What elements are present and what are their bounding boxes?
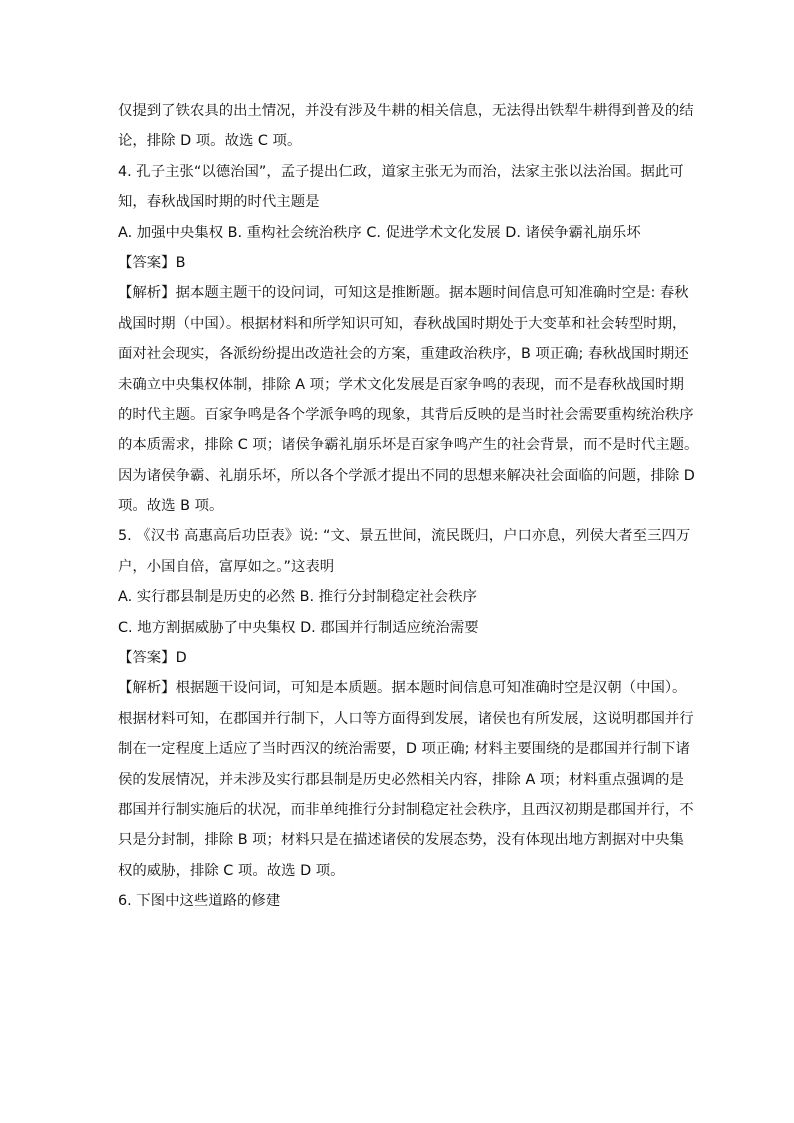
question-4-analysis: 战国时期（中国）。根据材料和所学知识可知，春秋战国时期处于大变革和社会转型时期， xyxy=(118,315,687,332)
question-4-analysis: 的本质需求，排除 C 项；诸侯争霸礼崩乐坏是百家争鸣产生的社会背景，而不是时代主题。 xyxy=(118,437,699,454)
question-4-analysis: 项。故选 B 项。 xyxy=(118,498,224,515)
question-4-stem: 4. 孔子主张“以德治国”，孟子提出仁政，道家主张无为而治，法家主张以法治国。据此可 xyxy=(118,163,684,180)
text-line: 论，排除 D 项。故选 C 项。 xyxy=(118,133,302,150)
question-4-stem: 知，春秋战国时期的时代主题是 xyxy=(118,194,320,211)
question-5-analysis: 侯的发展情况，并未涉及实行郡县制是历史必然相关内容，排除 A 项；材料重点强调的是 xyxy=(118,771,684,788)
question-5-options: A. 实行郡县制是历史的必然 B. 推行分封制稳定社会秩序 xyxy=(118,589,477,606)
question-5-stem: 户，小国自倍，富厚如之。”这表明 xyxy=(118,558,335,575)
text-line: 仅提到了铁农具的出土情况，并没有涉及牛耕的相关信息，无法得出铁犁牛耕得到普及的结 xyxy=(118,103,694,119)
question-4-analysis: 面对社会现实，各派纷纷提出改造社会的方案，重建政治秩序，B 项正确; 春秋战国时期还 xyxy=(118,346,689,363)
question-5-analysis: 根据材料可知，在郡国并行制下，人口等方面得到发展，诸侯也有所发展，这说明郡国并行 xyxy=(118,710,694,727)
question-4-options: A. 加强中央集权 B. 重构社会统治秩序 C. 促进学术文化发展 D. 诸侯争霸礼崩乐坏 xyxy=(118,224,641,241)
question-4-answer: 【答案】B xyxy=(118,254,186,271)
question-6-stem: 6. 下图中这些道路的修建 xyxy=(118,893,281,910)
question-4-analysis: 【解析】据本题主题干的设问词，可知这是推断题。据本题时间信息可知准确时空是: 春秋 xyxy=(118,285,689,302)
question-4-analysis: 未确立中央集权体制，排除 A 项；学术文化发展是百家争鸣的表现，而不是春秋战国时期 xyxy=(118,376,684,393)
question-5-analysis: 制在一定程度上适应了当时西汉的统治需要，D 项正确; 材料主要围绕的是郡国并行制下诸 xyxy=(118,741,690,758)
question-5-analysis: 权的威胁，排除 C 项。故选 D 项。 xyxy=(118,862,345,879)
document-body xyxy=(118,96,699,917)
question-5-analysis: 只是分封制，排除 B 项；材料只是在描述诸侯的发展态势，没有体现出地方割据对中央集 xyxy=(118,832,684,849)
question-5-options: C. 地方割据威胁了中央集权 D. 郡国并行制适应统治需要 xyxy=(118,619,479,636)
question-4-analysis: 因为诸侯争霸、礼崩乐坏，所以各个学派才提出不同的思想来解决社会面临的问题，排除 D xyxy=(118,467,695,484)
question-5-analysis: 郡国并行制实施后的状况，而非单纯推行分封制稳定社会秩序，且西汉初期是郡国并行，不 xyxy=(118,801,694,818)
question-4-analysis: 的时代主题。百家争鸣是各个学派争鸣的现象，其背后反映的是当时社会需要重构统治秩序 xyxy=(118,406,694,423)
question-5-answer: 【答案】D xyxy=(118,650,187,667)
question-5-analysis: 【解析】根据题干设问词，可知是本质题。据本题时间信息可知准确时空是汉朝（中国）。 xyxy=(118,680,687,697)
question-5-stem: 5. 《汉书 高惠高后功臣表》说: “文、景五世间，流民既归，户口亦息，列侯大者至三四万 xyxy=(118,528,691,545)
